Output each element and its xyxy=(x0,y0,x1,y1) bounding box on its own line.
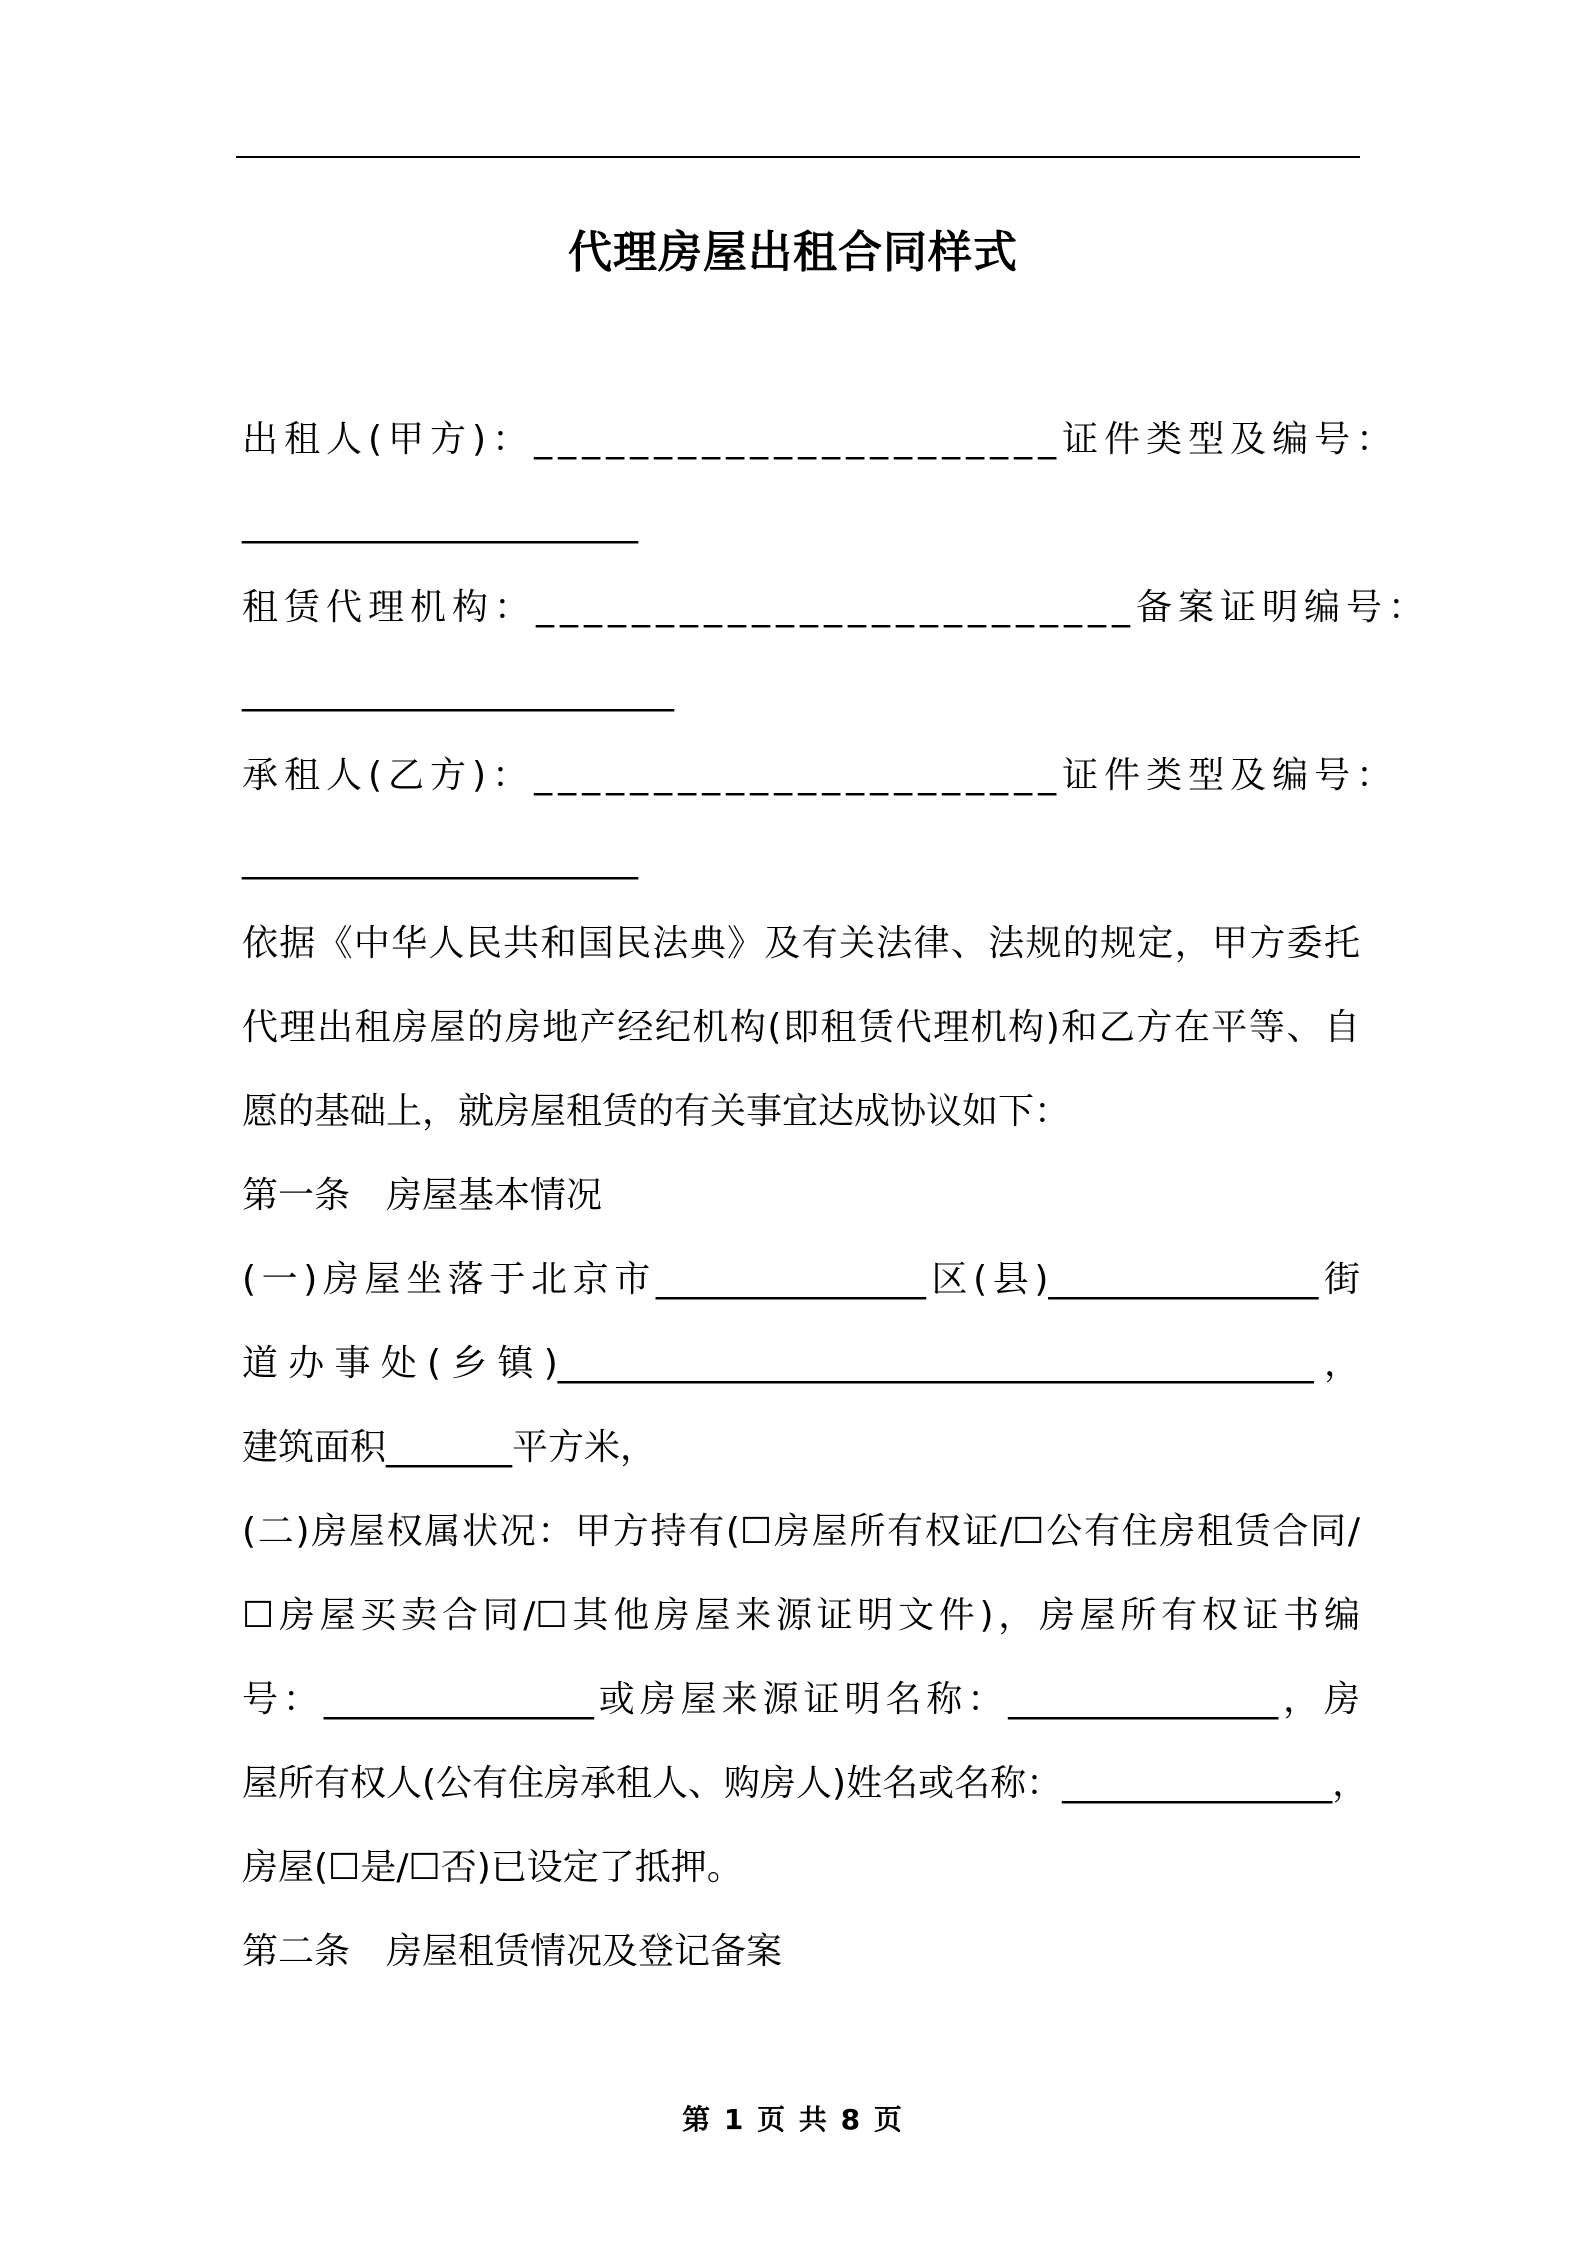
lessee-id-blank: ______________________ xyxy=(242,839,638,880)
lessor-line: 出租人(甲方)：______________________证件类型及编号： xyxy=(242,419,1399,460)
article-1-line: 建筑面积_______平方米， xyxy=(242,1427,657,1468)
lessor-id-blank: ______________________ xyxy=(242,503,638,544)
header-rule xyxy=(236,156,1360,158)
article-1-line: ☐房屋买卖合同/☐其他房屋来源证明文件)，房屋所有权证书编 xyxy=(242,1595,1360,1636)
article-1-line: (二)房屋权属状况：甲方持有(☐房屋所有权证/☐公有住房租赁合同/ xyxy=(242,1511,1360,1552)
article-1-heading xyxy=(242,1154,1360,1238)
agency-line: 租赁代理机构：_________________________备案证明编号： xyxy=(242,587,1431,628)
article-2-heading xyxy=(242,1910,1360,1994)
page-title: 代理房屋出租合同样式 xyxy=(568,227,1018,278)
article-1-title: 房屋基本情况 xyxy=(386,1175,603,1216)
preamble-line: 代理出租房屋的房地产经纪机构(即租赁代理机构)和乙方在平等、自 xyxy=(242,1007,1360,1048)
article-1-number: 第一条 xyxy=(242,1175,351,1216)
lessee-line: 承租人(乙方)：______________________证件类型及编号： xyxy=(242,755,1399,796)
article-2-number: 第二条 xyxy=(242,1931,351,1972)
article-1-line: (一)房屋坐落于北京市_______________区(县)_______________街 xyxy=(242,1259,1360,1300)
article-1-line: 房屋(☐是/☐否)已设定了抵押。 xyxy=(242,1847,743,1888)
page-number: 第 1 页 共 8 页 xyxy=(682,2103,904,2136)
preamble-line: 依据《中华人民共和国民法典》及有关法律、法规的规定，甲方委托 xyxy=(242,923,1360,964)
article-2-title: 房屋租赁情况及登记备案 xyxy=(386,1931,783,1972)
article-1-line: 号：_______________或房屋来源证明名称：_______________，房 xyxy=(242,1679,1360,1720)
agency-id-blank: ________________________ xyxy=(242,671,674,712)
article-1-line: 屋所有权人(公有住房承租人、购房人)姓名或名称：_______________， xyxy=(242,1763,1369,1804)
article-1-line: 道办事处(乡镇)__________________________________________， xyxy=(242,1343,1360,1384)
contract-body xyxy=(242,398,1431,1994)
preamble-line: 愿的基础上，就房屋租赁的有关事宜达成协议如下： xyxy=(242,1091,1071,1132)
